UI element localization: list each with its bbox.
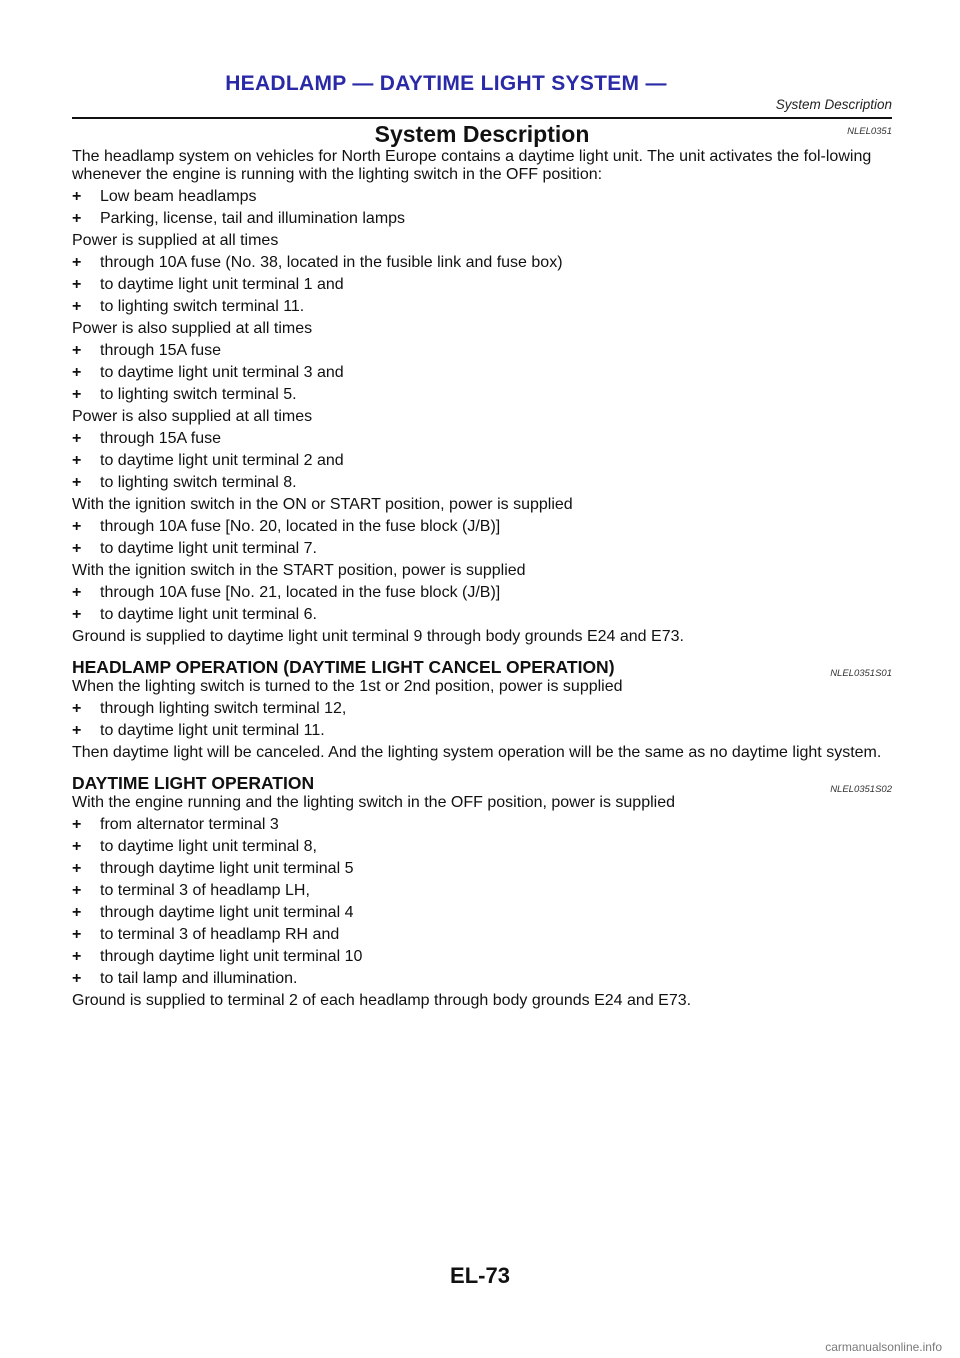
bullet-text: through daytime light unit terminal 5 bbox=[100, 860, 354, 877]
section-heading bbox=[72, 120, 892, 148]
bullet-item bbox=[72, 188, 892, 206]
bullet-marker: + bbox=[72, 860, 82, 877]
bullet-marker: + bbox=[72, 364, 82, 381]
bullet-marker: + bbox=[72, 816, 82, 833]
paragraph: Power is also supplied at all times bbox=[72, 320, 313, 337]
bullet-text: through daytime light unit terminal 4 bbox=[100, 904, 354, 921]
bullet-text: through daytime light unit terminal 10 bbox=[100, 948, 363, 965]
paragraph: With the ignition switch in the ON or START position, power is supplied bbox=[72, 496, 573, 513]
subsection-ref-code: NLEL0351S01 bbox=[830, 668, 892, 679]
bullet-item bbox=[72, 540, 892, 558]
bullet-item bbox=[72, 276, 892, 294]
bullet-item bbox=[72, 364, 892, 382]
paragraph: With the ignition switch in the START position, power is supplied bbox=[72, 562, 526, 579]
bullet-text: through 15A fuse bbox=[100, 430, 221, 447]
section-title: System Description bbox=[374, 121, 590, 147]
bullet-marker: + bbox=[72, 926, 82, 943]
bullet-text: to terminal 3 of headlamp RH and bbox=[100, 926, 340, 943]
paragraph: Ground is supplied to daytime light unit terminal 9 through body grounds E24 and E73. bbox=[72, 628, 684, 645]
bullet-text: to daytime light unit terminal 8, bbox=[100, 838, 317, 855]
bullet-item bbox=[72, 970, 892, 988]
header-rule bbox=[72, 117, 892, 119]
bullet-item bbox=[72, 860, 892, 878]
running-header-subtitle: System Description bbox=[775, 97, 892, 112]
bullet-item bbox=[72, 342, 892, 360]
bullet-marker: + bbox=[72, 722, 82, 739]
bullet-item bbox=[72, 452, 892, 470]
subsection-ref-code: NLEL0351S02 bbox=[830, 784, 892, 795]
bullet-text: to daytime light unit terminal 3 and bbox=[100, 364, 344, 381]
bullet-marker: + bbox=[72, 606, 82, 623]
bullet-marker: + bbox=[72, 882, 82, 899]
subsection-heading bbox=[72, 772, 892, 794]
subsection-heading bbox=[72, 656, 892, 678]
bullet-marker: + bbox=[72, 452, 82, 469]
bullet-item bbox=[72, 700, 892, 718]
bullet-text: to tail lamp and illumination. bbox=[100, 970, 298, 987]
bullet-text: to daytime light unit terminal 7. bbox=[100, 540, 317, 557]
bullet-text: to daytime light unit terminal 1 and bbox=[100, 276, 344, 293]
bullet-item bbox=[72, 298, 892, 316]
running-header-title: HEADLAMP — DAYTIME LIGHT SYSTEM — bbox=[225, 72, 667, 95]
bullet-marker: + bbox=[72, 948, 82, 965]
bullet-marker: + bbox=[72, 298, 82, 315]
bullet-marker: + bbox=[72, 518, 82, 535]
paragraph: Power is also supplied at all times bbox=[72, 408, 313, 425]
bullet-item bbox=[72, 722, 892, 740]
bullet-item bbox=[72, 430, 892, 448]
bullet-text: to terminal 3 of headlamp LH, bbox=[100, 882, 310, 899]
bullet-item bbox=[72, 838, 892, 856]
paragraph: With the engine running and the lighting switch in the OFF position, power is supplied bbox=[72, 794, 676, 811]
bullet-text: to lighting switch terminal 5. bbox=[100, 386, 297, 403]
bullet-text: through 15A fuse bbox=[100, 342, 221, 359]
bullet-text: from alternator terminal 3 bbox=[100, 816, 279, 833]
bullet-marker: + bbox=[72, 970, 82, 987]
site-watermark: carmanualsonline.info bbox=[825, 1340, 942, 1354]
bullet-marker: + bbox=[72, 838, 82, 855]
bullet-item bbox=[72, 606, 892, 624]
bullet-item bbox=[72, 210, 892, 228]
bullet-marker: + bbox=[72, 276, 82, 293]
paragraph: The headlamp system on vehicles for North Europe contains a daytime light unit. The unit activates the fol-lowing whenever the engine is running with the lighting switch in the OFF position: bbox=[72, 148, 872, 183]
bullet-marker: + bbox=[72, 904, 82, 921]
bullet-text: through lighting switch terminal 12, bbox=[100, 700, 347, 717]
paragraph: Then daytime light will be canceled. And the lighting system operation will be the same as no daytime light system. bbox=[72, 744, 882, 761]
bullet-marker: + bbox=[72, 540, 82, 557]
subsection-title: DAYTIME LIGHT OPERATION bbox=[72, 773, 315, 793]
subsection-title: HEADLAMP OPERATION (DAYTIME LIGHT CANCEL OPERATION) bbox=[72, 657, 615, 677]
bullet-item bbox=[72, 474, 892, 492]
paragraph: Power is supplied at all times bbox=[72, 232, 279, 249]
bullet-text: to lighting switch terminal 11. bbox=[100, 298, 305, 315]
bullet-text: through 10A fuse [No. 21, located in the fuse block (J/B)] bbox=[100, 584, 501, 601]
bullet-item bbox=[72, 518, 892, 536]
bullet-text: to lighting switch terminal 8. bbox=[100, 474, 297, 491]
bullet-marker: + bbox=[72, 188, 82, 205]
bullet-text: to daytime light unit terminal 6. bbox=[100, 606, 317, 623]
bullet-text: Low beam headlamps bbox=[100, 188, 257, 205]
bullet-item bbox=[72, 882, 892, 900]
paragraph: Ground is supplied to terminal 2 of each headlamp through body grounds E24 and E73. bbox=[72, 992, 692, 1009]
paragraph: When the lighting switch is turned to the 1st or 2nd position, power is supplied bbox=[72, 678, 623, 695]
section-ref-code: NLEL0351 bbox=[847, 126, 892, 137]
bullet-marker: + bbox=[72, 430, 82, 447]
bullet-text: to daytime light unit terminal 2 and bbox=[100, 452, 344, 469]
bullet-marker: + bbox=[72, 474, 82, 491]
section-content bbox=[72, 148, 892, 1010]
bullet-item bbox=[72, 948, 892, 966]
bullet-item bbox=[72, 584, 892, 602]
bullet-marker: + bbox=[72, 210, 82, 227]
bullet-item bbox=[72, 254, 892, 272]
bullet-item bbox=[72, 816, 892, 834]
bullet-marker: + bbox=[72, 386, 82, 403]
bullet-item bbox=[72, 926, 892, 944]
document-body bbox=[72, 120, 892, 1014]
bullet-marker: + bbox=[72, 584, 82, 601]
bullet-text: through 10A fuse [No. 20, located in the fuse block (J/B)] bbox=[100, 518, 501, 535]
bullet-marker: + bbox=[72, 254, 82, 271]
bullet-text: through 10A fuse (No. 38, located in the fusible link and fuse box) bbox=[100, 254, 563, 271]
bullet-marker: + bbox=[72, 700, 82, 717]
bullet-marker: + bbox=[72, 342, 82, 359]
bullet-item bbox=[72, 904, 892, 922]
page-number: EL-73 bbox=[450, 1263, 510, 1288]
bullet-text: Parking, license, tail and illumination lamps bbox=[100, 210, 406, 227]
bullet-text: to daytime light unit terminal 11. bbox=[100, 722, 325, 739]
bullet-item bbox=[72, 386, 892, 404]
